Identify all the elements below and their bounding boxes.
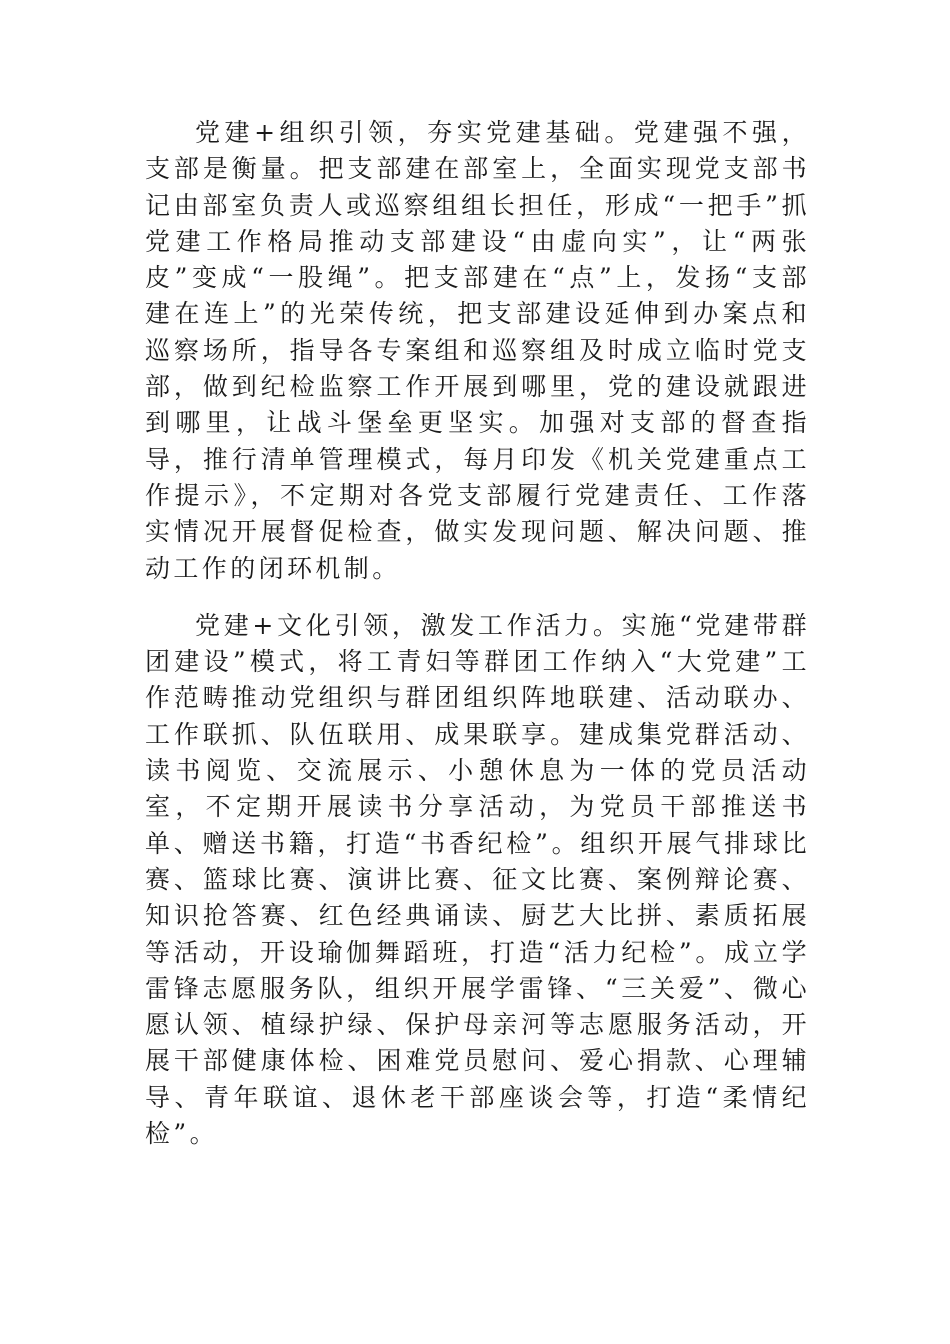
paragraph-organization: 党建+组织引领，夯实党建基础。党建强不强，支部是衡量。把支部建在部室上，全面实现党支部书记由部室负责人或巡察组组长担任，形成“一把手”抓党建工作格局推动支部建设“由虚向实”，让“两张皮”变成“一股绳”。把支部建在“点”上，发扬“支部建在连上”的光荣传统，把支部建设延伸到办案点和巡察场所，指导各专案组和巡察组及时成立临时党支部，做到纪检监察工作开展到哪里，党的建设就跟进到哪里，让战斗堡垒更坚实。加强对支部的督查指导，推行清单管理模式，每月印发《机关党建重点工作提示》，不定期对各党支部履行党建责任、工作落实情况开展督促检查，做实发现问题、解决问题、推动工作的闭环机制。 (145, 118, 810, 583)
paragraph-culture: 党建+文化引领，激发工作活力。实施“党建带群团建设”模式，将工青妇等群团工作纳入“大党建”工作范畴推动党组织与群团组织阵地联建、活动联办、工作联抓、队伍联用、成果联享。建成集党群活动、读书阅览、交流展示、小憩休息为一体的党员活动室，不定期开展读书分享活动，为党员干部推送书单、赠送书籍，打造“书香纪检”。组织开展气排球比赛、篮球比赛、演讲比赛、征文比赛、案例辩论赛、知识抢答赛、红色经典诵读、厨艺大比拼、素质拓展等活动，开设瑜伽舞蹈班，打造“活力纪检”。成立学雷锋志愿服务队，组织开展学雷锋、“三关爱”、微心愿认领、植绿护绿、保护母亲河等志愿服务活动，开展干部健康体检、困难党员慰问、爱心捐款、心理辅导、青年联谊、退休老干部座谈会等，打造“柔情纪检”。 (145, 610, 810, 1149)
document-body (145, 115, 810, 1152)
